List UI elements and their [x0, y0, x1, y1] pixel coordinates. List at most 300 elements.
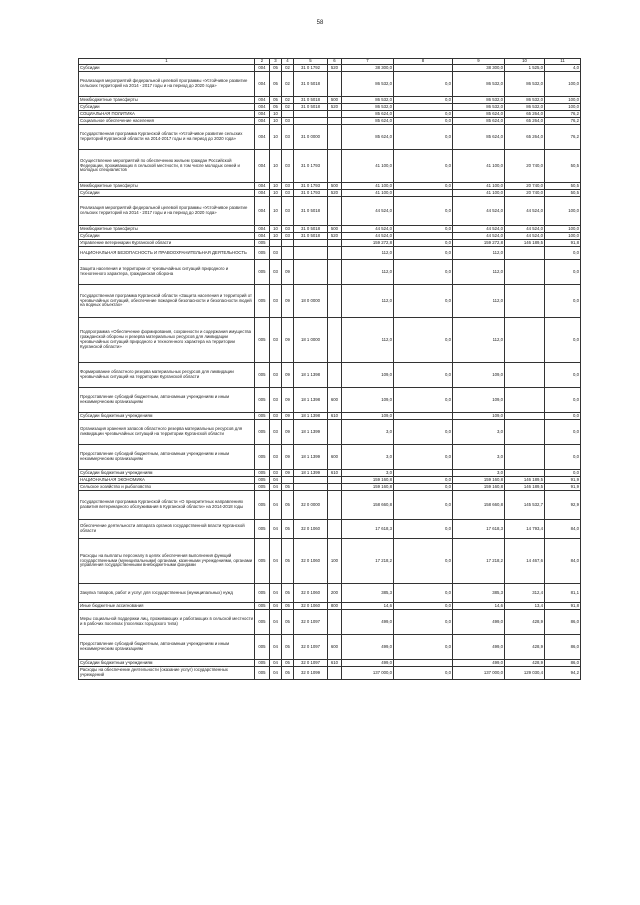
executed-amount: 20 740,0	[505, 150, 545, 183]
executed-amount: 86 532,0	[505, 72, 545, 97]
table-row	[79, 65, 581, 72]
section-code: 04	[270, 584, 282, 603]
execution-percent: 50,5	[545, 150, 581, 183]
column-number: 2	[255, 59, 270, 65]
refined-budget: 159 160,8	[453, 477, 505, 484]
refined-budget: 14,6	[453, 603, 505, 610]
expense-type	[328, 260, 342, 285]
amendments: 0,0	[394, 260, 453, 285]
execution-percent: 100,0	[545, 72, 581, 97]
column-number: 10	[505, 59, 545, 65]
subsection-code: 03	[282, 197, 294, 226]
target-article: 32 0 1097	[294, 610, 328, 635]
approved-budget: 159 160,8	[342, 477, 394, 484]
subsection-code: 02	[282, 65, 294, 72]
section-code: 03	[270, 413, 282, 420]
executed-amount: 20 740,0	[505, 183, 545, 190]
admin-code: 004	[255, 65, 270, 72]
admin-code: 005	[255, 603, 270, 610]
refined-budget: 112,0	[453, 285, 505, 318]
row-name: Управление ветеринарии Курганской области	[79, 240, 255, 247]
section-code: 04	[270, 491, 282, 520]
executed-amount	[505, 420, 545, 445]
target-article: 31 0 5018	[294, 197, 328, 226]
execution-percent: 0,0	[545, 363, 581, 388]
column-number: 9	[453, 59, 505, 65]
column-number: 5	[294, 59, 328, 65]
admin-code: 004	[255, 72, 270, 97]
section-code: 04	[270, 520, 282, 539]
expense-type: 600	[328, 388, 342, 413]
executed-amount: 428,9	[505, 660, 545, 667]
approved-budget: 14,6	[342, 603, 394, 610]
executed-amount: 1 525,0	[505, 65, 545, 72]
section-code: 05	[270, 97, 282, 104]
expense-type: 500	[328, 226, 342, 233]
row-name: НАЦИОНАЛЬНАЯ ЭКОНОМИКА	[79, 477, 255, 484]
row-name: Субсидии бюджетным учреждениям	[79, 660, 255, 667]
execution-percent: 92,9	[545, 491, 581, 520]
amendments	[394, 660, 453, 667]
target-article: 32 0 1060	[294, 520, 328, 539]
admin-code: 005	[255, 260, 270, 285]
refined-budget: 41 100,0	[453, 183, 505, 190]
table-row	[79, 247, 581, 260]
subsection-code: 05	[282, 584, 294, 603]
expense-type	[328, 667, 342, 680]
execution-percent: 0,0	[545, 420, 581, 445]
admin-code: 005	[255, 470, 270, 477]
target-article	[294, 477, 328, 484]
subsection-code: 09	[282, 420, 294, 445]
refined-budget: 38 300,0	[453, 65, 505, 72]
table-row	[79, 388, 581, 413]
table-row	[79, 477, 581, 484]
target-article: 32 0 1099	[294, 667, 328, 680]
target-article: 18 1 1398	[294, 413, 328, 420]
execution-percent: 0,0	[545, 413, 581, 420]
table-row	[79, 104, 581, 111]
target-article: 18 1 1399	[294, 445, 328, 470]
execution-percent: 100,0	[545, 97, 581, 104]
approved-budget: 112,0	[342, 285, 394, 318]
admin-code: 004	[255, 226, 270, 233]
execution-percent: 0,0	[545, 285, 581, 318]
execution-percent: 100,0	[545, 104, 581, 111]
approved-budget: 112,0	[342, 260, 394, 285]
table-row	[79, 183, 581, 190]
table-row	[79, 584, 581, 603]
amendments: 0,0	[394, 150, 453, 183]
expense-type	[328, 240, 342, 247]
row-name: Предоставление субсидий бюджетным, автономным учреждениям и иным некоммерческим организациям	[79, 388, 255, 413]
amendments: 0,0	[394, 183, 453, 190]
executed-amount: 146 189,5	[505, 484, 545, 491]
expense-type	[328, 118, 342, 125]
target-article: 18 1 1399	[294, 470, 328, 477]
execution-percent: 76,2	[545, 111, 581, 118]
amendments	[394, 104, 453, 111]
executed-amount: 65 264,0	[505, 118, 545, 125]
table-row	[79, 660, 581, 667]
admin-code: 005	[255, 363, 270, 388]
admin-code: 005	[255, 520, 270, 539]
execution-percent: 0,0	[545, 318, 581, 363]
execution-percent: 0,0	[545, 247, 581, 260]
table-row	[79, 420, 581, 445]
section-code: 03	[270, 420, 282, 445]
subsection-code	[282, 240, 294, 247]
section-code: 05	[270, 65, 282, 72]
amendments: 0,0	[394, 584, 453, 603]
target-article: 31 0 0000	[294, 125, 328, 150]
table-row	[79, 118, 581, 125]
approved-budget: 41 100,0	[342, 190, 394, 197]
approved-budget: 41 100,0	[342, 150, 394, 183]
admin-code: 005	[255, 413, 270, 420]
row-name: Межбюджетные трансферты	[79, 97, 255, 104]
expense-type	[328, 111, 342, 118]
approved-budget: 159 272,8	[342, 240, 394, 247]
row-name: Предоставление субсидий бюджетным, автономным учреждениям и иным некоммерческим организациям	[79, 445, 255, 470]
column-number: 7	[342, 59, 394, 65]
section-code: 03	[270, 363, 282, 388]
target-article: 18 1 0000	[294, 318, 328, 363]
executed-amount: 146 189,5	[505, 477, 545, 484]
execution-percent: 86,0	[545, 610, 581, 635]
expense-type	[328, 318, 342, 363]
executed-amount: 86 532,0	[505, 97, 545, 104]
table-row	[79, 491, 581, 520]
execution-percent: 91,9	[545, 484, 581, 491]
executed-amount: 428,9	[505, 635, 545, 660]
column-number: 4	[282, 59, 294, 65]
subsection-code: 02	[282, 97, 294, 104]
executed-amount: 145 532,7	[505, 491, 545, 520]
subsection-code: 09	[282, 470, 294, 477]
approved-budget: 85 624,0	[342, 118, 394, 125]
section-code: 03	[270, 445, 282, 470]
expense-type: 500	[328, 183, 342, 190]
expense-type	[328, 125, 342, 150]
amendments: 0,0	[394, 484, 453, 491]
row-name: СОЦИАЛЬНАЯ ПОЛИТИКА	[79, 111, 255, 118]
approved-budget: 499,0	[342, 660, 394, 667]
executed-amount: 129 030,4	[505, 667, 545, 680]
row-name: Субсидии	[79, 190, 255, 197]
section-code: 10	[270, 226, 282, 233]
expense-type	[328, 520, 342, 539]
budget-table	[78, 58, 581, 680]
expense-type: 520	[328, 65, 342, 72]
target-article: 31 0 5018	[294, 233, 328, 240]
column-number: 6	[328, 59, 342, 65]
subsection-code: 05	[282, 635, 294, 660]
amendments: 0,0	[394, 318, 453, 363]
target-article	[294, 247, 328, 260]
execution-percent: 91,9	[545, 477, 581, 484]
row-name: Государственная программа Курганской области «Устойчивое развитие сельских территорий Курганской области на 2014-2017 годы и на период до 2020 года»	[79, 125, 255, 150]
amendments: 0,0	[394, 72, 453, 97]
executed-amount	[505, 318, 545, 363]
execution-percent: 4,0	[545, 65, 581, 72]
section-code: 04	[270, 603, 282, 610]
table-row	[79, 667, 581, 680]
amendments: 0,0	[394, 610, 453, 635]
row-name: Государственная программа Курганской области «Защита населения и территорий от чрезвычайных ситуаций, обеспечение пожарной безопасности и безопасности людей на водных объектах»	[79, 285, 255, 318]
approved-budget: 41 100,0	[342, 183, 394, 190]
table-row	[79, 610, 581, 635]
subsection-code: 09	[282, 318, 294, 363]
refined-budget: 17 618,3	[453, 520, 505, 539]
section-code: 04	[270, 477, 282, 484]
amendments: 0,0	[394, 111, 453, 118]
table-row	[79, 363, 581, 388]
admin-code: 005	[255, 445, 270, 470]
executed-amount: 44 524,0	[505, 233, 545, 240]
amendments: 0,0	[394, 363, 453, 388]
execution-percent: 81,1	[545, 584, 581, 603]
row-name: НАЦИОНАЛЬНАЯ БЕЗОПАСНОСТЬ И ПРАВООХРАНИТЕЛЬНАЯ ДЕЯТЕЛЬНОСТЬ	[79, 247, 255, 260]
executed-amount: 20 740,0	[505, 190, 545, 197]
executed-amount: 86 532,0	[505, 104, 545, 111]
section-code: 05	[270, 104, 282, 111]
amendments	[394, 233, 453, 240]
amendments: 0,0	[394, 285, 453, 318]
execution-percent: 86,0	[545, 635, 581, 660]
table-row	[79, 520, 581, 539]
table-row	[79, 190, 581, 197]
amendments: 0,0	[394, 539, 453, 584]
subsection-code: 03	[282, 118, 294, 125]
execution-percent: 84,0	[545, 520, 581, 539]
target-article: 31 0 5018	[294, 97, 328, 104]
subsection-code	[282, 247, 294, 260]
row-name: Межбюджетные трансферты	[79, 226, 255, 233]
admin-code: 005	[255, 318, 270, 363]
refined-budget: 109,0	[453, 388, 505, 413]
amendments: 0,0	[394, 445, 453, 470]
section-code: 03	[270, 285, 282, 318]
subsection-code: 05	[282, 520, 294, 539]
target-article	[294, 118, 328, 125]
amendments: 0,0	[394, 635, 453, 660]
target-article: 18 1 1399	[294, 420, 328, 445]
row-name: Межбюджетные трансферты	[79, 183, 255, 190]
refined-budget: 41 100,0	[453, 190, 505, 197]
execution-percent: 94,2	[545, 667, 581, 680]
table-row	[79, 125, 581, 150]
refined-budget: 44 524,0	[453, 197, 505, 226]
table-row	[79, 539, 581, 584]
target-article: 32 0 1097	[294, 635, 328, 660]
subsection-code: 05	[282, 667, 294, 680]
row-name: Защита населения и территории от чрезвычайных ситуаций природного и техногенного характера, гражданская оборона	[79, 260, 255, 285]
amendments: 0,0	[394, 420, 453, 445]
refined-budget: 159 160,8	[453, 484, 505, 491]
expense-type: 610	[328, 470, 342, 477]
approved-budget: 3,0	[342, 470, 394, 477]
approved-budget: 3,0	[342, 445, 394, 470]
section-code: 04	[270, 484, 282, 491]
target-article: 32 0 1060	[294, 539, 328, 584]
expense-type	[328, 72, 342, 97]
row-name: Субсидии	[79, 104, 255, 111]
refined-budget: 499,0	[453, 635, 505, 660]
section-code: 04	[270, 635, 282, 660]
execution-percent: 100,0	[545, 197, 581, 226]
subsection-code: 03	[282, 233, 294, 240]
section-code: 04	[270, 667, 282, 680]
executed-amount	[505, 445, 545, 470]
amendments: 0,0	[394, 491, 453, 520]
target-article	[294, 240, 328, 247]
row-name: Субсидии бюджетным учреждениям	[79, 413, 255, 420]
amendments: 0,0	[394, 388, 453, 413]
row-name: Сельское хозяйство и рыболовство	[79, 484, 255, 491]
admin-code: 005	[255, 388, 270, 413]
approved-budget: 109,0	[342, 363, 394, 388]
expense-type: 520	[328, 233, 342, 240]
target-article: 31 0 1793	[294, 183, 328, 190]
subsection-code: 03	[282, 226, 294, 233]
refined-budget: 499,0	[453, 610, 505, 635]
approved-budget: 86 532,0	[342, 72, 394, 97]
target-article: 32 0 1060	[294, 584, 328, 603]
execution-percent: 86,0	[545, 660, 581, 667]
expense-type	[328, 247, 342, 260]
admin-code: 005	[255, 491, 270, 520]
target-article: 31 0 1792	[294, 65, 328, 72]
row-name: Обеспечение деятельности аппарата органов государственной власти Курганской области	[79, 520, 255, 539]
amendments: 0,0	[394, 240, 453, 247]
section-code: 03	[270, 260, 282, 285]
target-article: 18 1 1398	[294, 388, 328, 413]
expense-type	[328, 363, 342, 388]
approved-budget: 44 524,0	[342, 197, 394, 226]
expense-type	[328, 484, 342, 491]
subsection-code: 09	[282, 388, 294, 413]
approved-budget: 86 532,0	[342, 104, 394, 111]
admin-code: 004	[255, 150, 270, 183]
section-code: 10	[270, 197, 282, 226]
subsection-code: 05	[282, 603, 294, 610]
refined-budget: 112,0	[453, 318, 505, 363]
executed-amount	[505, 285, 545, 318]
expense-type	[328, 150, 342, 183]
section-code: 05	[270, 72, 282, 97]
admin-code: 005	[255, 477, 270, 484]
amendments: 0,0	[394, 226, 453, 233]
refined-budget: 85 624,0	[453, 125, 505, 150]
subsection-code: 05	[282, 484, 294, 491]
approved-budget: 158 660,8	[342, 491, 394, 520]
approved-budget: 499,0	[342, 635, 394, 660]
subsection-code: 03	[282, 190, 294, 197]
row-name: Субсидии	[79, 65, 255, 72]
admin-code: 005	[255, 660, 270, 667]
admin-code: 004	[255, 197, 270, 226]
refined-budget: 44 524,0	[453, 226, 505, 233]
approved-budget: 86 532,0	[342, 97, 394, 104]
table-row	[79, 111, 581, 118]
table-row	[79, 240, 581, 247]
refined-budget: 86 532,0	[453, 97, 505, 104]
admin-code: 004	[255, 183, 270, 190]
target-article: 31 0 5018	[294, 226, 328, 233]
row-name: Формирование областного резерва материальных ресурсов для ликвидации чрезвычайных ситуаций на территории Курганской области	[79, 363, 255, 388]
execution-percent: 76,2	[545, 125, 581, 150]
amendments: 0,0	[394, 520, 453, 539]
expense-type: 500	[328, 97, 342, 104]
approved-budget: 159 160,8	[342, 484, 394, 491]
execution-percent: 91,8	[545, 240, 581, 247]
amendments	[394, 470, 453, 477]
refined-budget: 112,0	[453, 260, 505, 285]
executed-amount: 65 264,0	[505, 125, 545, 150]
table-row	[79, 197, 581, 226]
row-name: Иные бюджетные ассигнования	[79, 603, 255, 610]
executed-amount	[505, 260, 545, 285]
subsection-code: 09	[282, 363, 294, 388]
refined-budget: 3,0	[453, 470, 505, 477]
subsection-code: 05	[282, 660, 294, 667]
executed-amount: 44 524,0	[505, 226, 545, 233]
table-row	[79, 260, 581, 285]
execution-percent: 50,5	[545, 190, 581, 197]
subsection-code: 03	[282, 183, 294, 190]
expense-type: 800	[328, 603, 342, 610]
expense-type	[328, 491, 342, 520]
admin-code: 005	[255, 539, 270, 584]
target-article: 32 0 1097	[294, 660, 328, 667]
row-name: Расходы на обеспечение деятельности (оказание услуг) государственных учреждений	[79, 667, 255, 680]
subsection-code: 09	[282, 413, 294, 420]
subsection-code	[282, 111, 294, 118]
amendments: 0,0	[394, 603, 453, 610]
approved-budget: 137 000,0	[342, 667, 394, 680]
target-article: 18 1 1398	[294, 363, 328, 388]
expense-type	[328, 420, 342, 445]
approved-budget: 85 624,0	[342, 125, 394, 150]
admin-code: 005	[255, 247, 270, 260]
subsection-code: 09	[282, 260, 294, 285]
refined-budget: 109,0	[453, 363, 505, 388]
row-name: Меры социальной поддержки лиц, проживающих и работающих в сельской местности и в рабочих поселках (поселках городского типа)	[79, 610, 255, 635]
column-number: 3	[270, 59, 282, 65]
table-row	[79, 285, 581, 318]
section-code: 10	[270, 111, 282, 118]
table-row	[79, 470, 581, 477]
section-code: 03	[270, 318, 282, 363]
refined-budget: 112,0	[453, 247, 505, 260]
refined-budget: 86 532,0	[453, 72, 505, 97]
approved-budget: 499,0	[342, 610, 394, 635]
refined-budget: 499,0	[453, 660, 505, 667]
row-name: Подпрограмма «Обеспечение формирования, сохранности и содержания имущества гражданской обороны и резерва материальных ресурсов для ликвидации чрезвычайных ситуаций природного и техногенного характера на территории Курганской области»	[79, 318, 255, 363]
section-code: 10	[270, 118, 282, 125]
admin-code: 004	[255, 118, 270, 125]
table-row	[79, 233, 581, 240]
amendments	[394, 65, 453, 72]
approved-budget: 44 524,0	[342, 233, 394, 240]
approved-budget: 112,0	[342, 247, 394, 260]
executed-amount: 312,4	[505, 584, 545, 603]
executed-amount	[505, 470, 545, 477]
section-code: 10	[270, 183, 282, 190]
refined-budget: 137 000,0	[453, 667, 505, 680]
execution-percent: 76,2	[545, 118, 581, 125]
